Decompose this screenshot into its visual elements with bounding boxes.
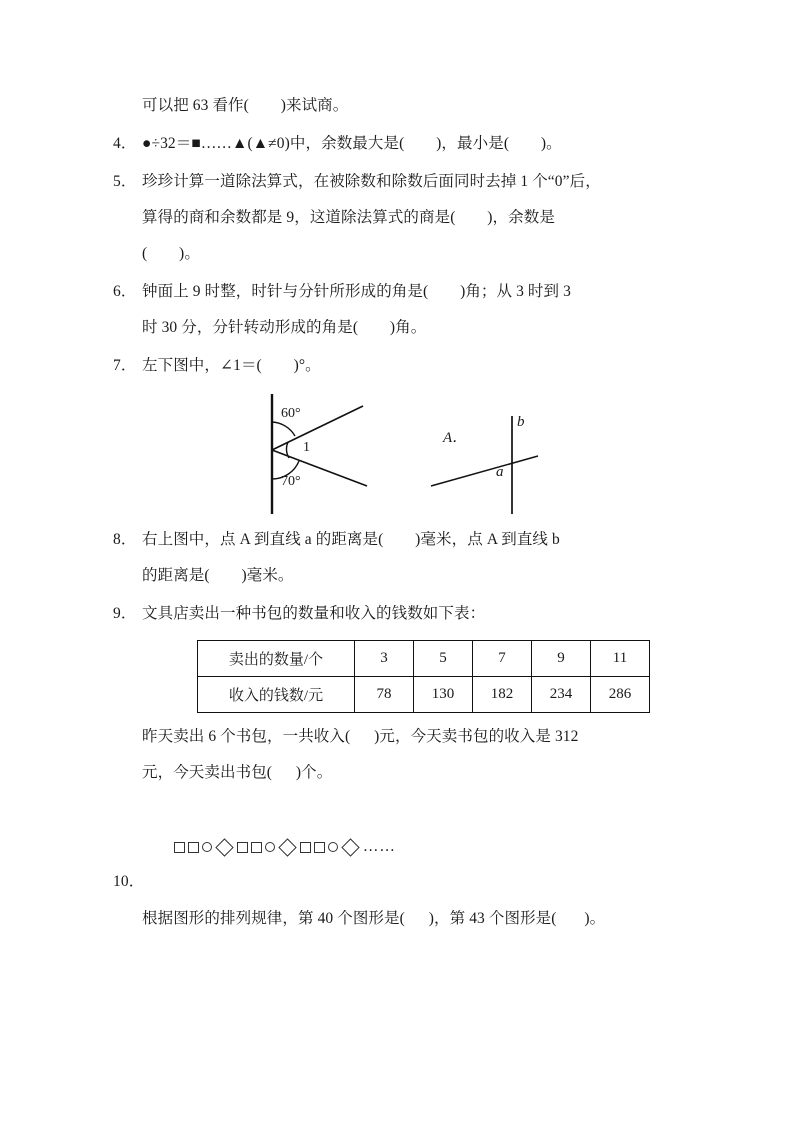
table-cell-quantity-2: 5 (414, 641, 473, 677)
table-cell-quantity-1: 3 (355, 641, 414, 677)
question-10-number: 10． (113, 873, 145, 890)
question-9-number: 9． (113, 605, 137, 622)
sales-table-wrapper (113, 640, 698, 713)
square-icon (314, 842, 325, 853)
question-10 (113, 793, 698, 937)
table-row (198, 677, 650, 713)
sequence-ellipsis: …… (362, 838, 396, 855)
square-icon (188, 842, 199, 853)
square-icon (237, 842, 248, 853)
point-label-A: A． (443, 430, 468, 446)
diamond-icon (341, 838, 359, 856)
question-7-line-1 (113, 348, 698, 384)
table-cell-quantity-5: 11 (591, 641, 650, 677)
question-10-line-1 (113, 793, 698, 901)
table-cell-income-1: 78 (355, 677, 414, 713)
question-3-continuation (113, 88, 698, 124)
question-5-number: 5． (113, 173, 137, 190)
question-4-number: 4． (113, 135, 137, 152)
question-10-line-2: 根据图形的排列规律，第 40 个图形是( )，第 43 个图形是( )。 (142, 910, 606, 927)
question-7-text-1: 左下图中，∠1＝( )°。 (142, 357, 321, 374)
question-9 (113, 596, 698, 791)
question-6-line-1 (113, 274, 698, 310)
table-row-header-quantity: 卖出的数量/个 (198, 641, 355, 677)
question-3-line-1: 可以把 63 看作( )来试商。 (142, 97, 349, 114)
line-label-b: b (517, 414, 525, 430)
question-6-line-2: 时 30 分，分针转动形成的角是( )角。 (142, 319, 427, 336)
question-5 (113, 164, 698, 272)
table-cell-income-5: 286 (591, 677, 650, 713)
diamond-icon (278, 838, 296, 856)
question-6 (113, 274, 698, 346)
question-8-text-1: 右上图中，点 A 到直线 a 的距离是( )毫米，点 A 到直线 b (142, 531, 560, 548)
circle-icon (202, 842, 212, 852)
table-cell-quantity-4: 9 (532, 641, 591, 677)
table-cell-income-2: 130 (414, 677, 473, 713)
question-5-line-1 (113, 164, 698, 200)
geometry-figures (113, 388, 698, 520)
question-8-line-2: 的距离是( )毫米。 (142, 567, 294, 584)
question-5-text-1: 珍珍计算一道除法算式，在被除数和除数后面同时去掉 1 个“0”后， (142, 173, 601, 190)
table-cell-quantity-3: 7 (473, 641, 532, 677)
square-icon (174, 842, 185, 853)
circle-icon (265, 842, 275, 852)
question-6-text-1: 钟面上 9 时整，时针与分针所形成的角是( )角；从 3 时到 3 (142, 283, 571, 300)
square-icon (300, 842, 311, 853)
question-6-number: 6． (113, 283, 137, 300)
line-label-a: a (496, 464, 504, 480)
circle-icon (328, 842, 338, 852)
square-icon (251, 842, 262, 853)
worksheet-content (113, 88, 698, 939)
table-cell-income-4: 234 (532, 677, 591, 713)
figures-row (113, 388, 698, 520)
question-7 (113, 348, 698, 384)
table-cell-income-3: 182 (473, 677, 532, 713)
question-5-line-3: ( )。 (142, 245, 200, 262)
question-8-line-1 (113, 522, 698, 558)
question-9-line-1 (113, 596, 698, 632)
sales-table (197, 640, 650, 713)
question-9-line-2: 昨天卖出 6 个书包，一共收入( )元，今天卖书包的收入是 312 (142, 728, 579, 745)
angle-label-70: 70° (281, 474, 301, 489)
diamond-icon (215, 838, 233, 856)
question-5-line-2: 算得的商和余数都是 9，这道除法算式的商是( )，余数是 (142, 209, 555, 226)
angle-label-60: 60° (281, 406, 301, 421)
shape-sequence (142, 793, 396, 901)
question-8-number: 8． (113, 531, 137, 548)
question-4-line-1 (113, 126, 698, 162)
question-4 (113, 126, 698, 162)
question-8 (113, 522, 698, 594)
question-7-number: 7． (113, 357, 137, 374)
table-row-header-income: 收入的钱数/元 (198, 677, 355, 713)
table-row (198, 641, 650, 677)
question-9-text-1: 文具店卖出一种书包的数量和收入的钱数如下表： (142, 605, 486, 622)
question-4-text: ●÷32＝■……▲(▲≠0)中，余数最大是( )，最小是( )。 (142, 135, 562, 152)
question-9-line-3: 元，今天卖出书包( )个。 (142, 764, 333, 781)
angle-label-1: 1 (303, 440, 310, 455)
